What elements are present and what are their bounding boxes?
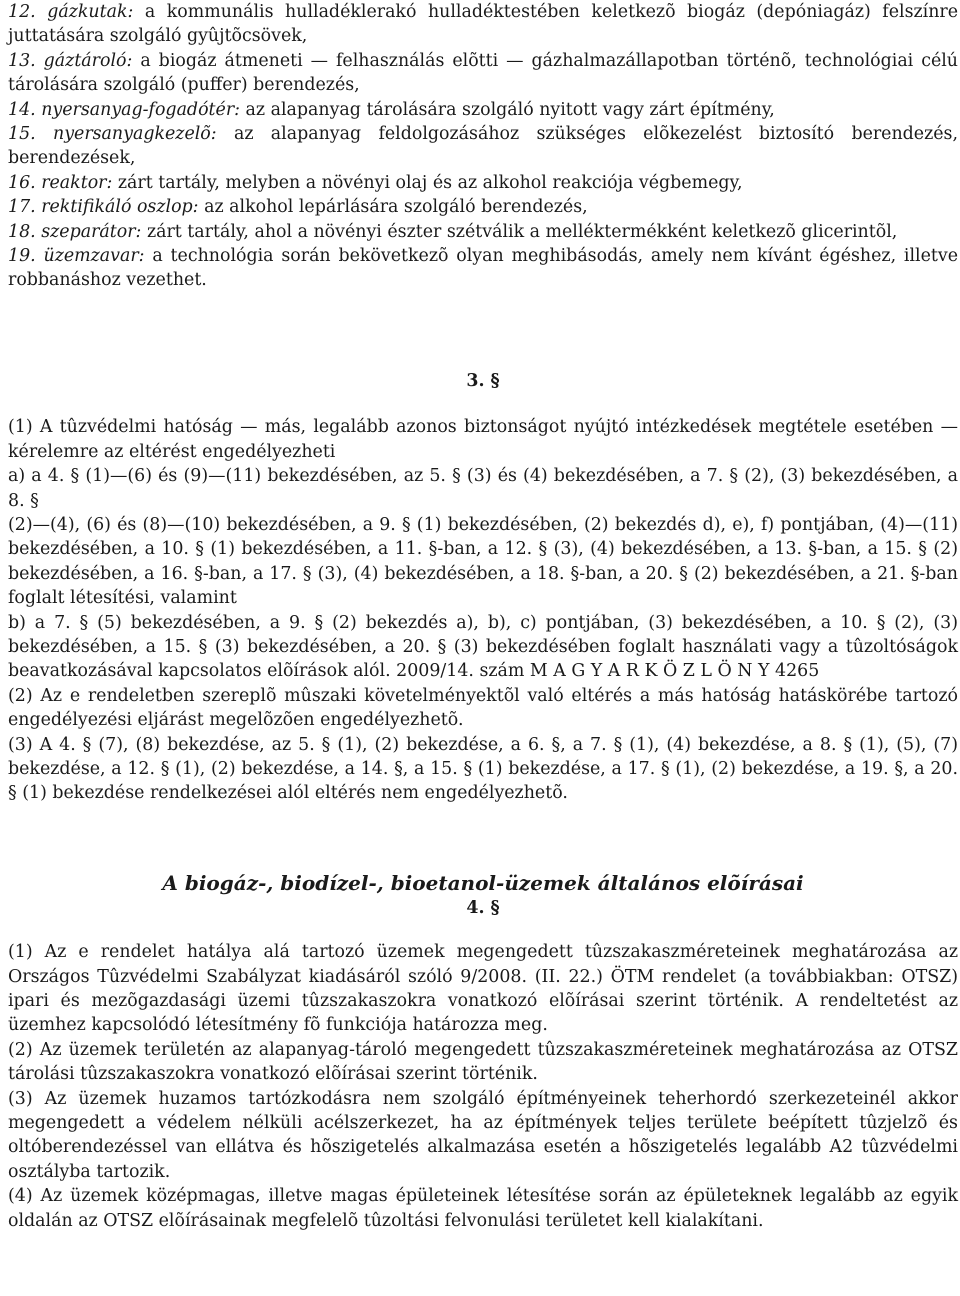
definition-text: zárt tartály, melyben a növényi olaj és az alkohol reakciója végbemegy, — [117, 172, 743, 193]
paragraph: (1) Az e rendelet hatálya alá tartozó üzemek megengedett tûzszakaszméreteinek meghatározása az Országos Tûzvédelmi Szabályzat kiadásáról szóló 9/2008. (II. 22.) ÖTM rendelet (a továbbiakban: OTSZ) ipari és mezõgazdasági üzemi tûzszakaszokra vonatkozó elõírásai szerint történik. A rendeltetést az üzemhez kapcsolódó létesítmény fõ funkciója határozza meg. — [8, 942, 958, 1036]
definition-item: 12. gázkutak: a kommunális hulladéklerakó hulladéktestében keletkezõ biogáz (depóniagáz) felszínre juttatására szolgáló gyûjtõcsövek, — [8, 2, 959, 47]
definition-item: 18. szeparátor: zárt tartály, ahol a növényi észter szétválik a melléktermékként keletkezõ glicerintõl, — [8, 221, 898, 242]
definition-item: 13. gáztároló: a biogáz átmeneti — felhasználás elõtti — gázhalmazállapotban történõ, technológiai célú tárolására szolgáló (puffer) berendezés, — [8, 50, 959, 96]
definition-text: az alapanyag feldolgozásához szükséges elõkezelést biztosító berendezés, berendezések, — [8, 124, 959, 169]
section-heading: 4. § — [466, 897, 500, 918]
definition-term: üzemzavar: — [43, 246, 145, 267]
definition-term: szeparátor: — [41, 221, 142, 242]
definitions-list — [8, 0, 958, 293]
definition-term: nyersanyag-fogadótér: — [41, 99, 240, 120]
definition-item: 14. nyersanyag-fogadótér: az alapanyag tárolására szolgáló nyitott vagy zárt építmény, — [8, 99, 775, 120]
definition-text: a kommunális hulladéklerakó hulladéktestében keletkezõ biogáz (depóniagáz) felszínre juttatására szolgáló gyûjtõcsövek, — [8, 2, 959, 47]
definition-term: gáztároló: — [43, 50, 133, 71]
section-4 — [8, 870, 958, 1233]
section-3 — [8, 369, 958, 806]
definition-item: 19. üzemzavar: a technológia során bekövetkezõ olyan meghibásodás, amely nem kívánt égéshez, illetve robbanáshoz vezethet. — [8, 246, 959, 291]
paragraph: (3) Az üzemek huzamos tartózkodásra nem szolgáló építményeinek teherhordó szerkezeteinél akkor megengedett a védelem nélküli acélszerkezet, ha az építmények teljes területe beépített tûzjelzõ és oltóberendezéssel van ellátva és hõszigetelés alkalmazása esetén a hõszigetelés legalább A2 tûzvédelmi osztályba tartozik. — [8, 1088, 958, 1182]
definition-text: a technológia során bekövetkezõ olyan meghibásodás, amely nem kívánt égéshez, illetve robbanáshoz vezethet. — [8, 246, 959, 291]
definition-term: reaktor: — [41, 172, 113, 193]
document-page — [8, 0, 958, 1233]
definition-text: zárt tartály, ahol a növényi észter szétválik a melléktermékként keletkezõ glicerintõl, — [146, 221, 898, 242]
definition-text: a biogáz átmeneti — felhasználás elõtti — gázhalmazállapotban történõ, technológiai célú tárolására szolgáló (puffer) berendezés, — [8, 50, 959, 96]
paragraph: (2)—(4), (6) és (8)—(10) bekezdésében, a 9. § (1) bekezdésében, (2) bekezdés d), e), f) pontjában, (4)—(11) bekezdésében, a 10. § (1) bekezdésében, a 11. §-ban, a 12. § (3), (4) bekezdésében, a 13. §-ban, a 15. § (2) bekezdésében, a 16. §-ban, a 17. § (3), (4) bekezdésében, a 18. §-ban, a 20. § (2) bekezdésében, a 21. §-ban foglalt létesítési, valamint — [8, 514, 958, 609]
paragraph: b) a 7. § (5) bekezdésében, a 9. § (2) bekezdés a), b), c) pontjában, (3) bekezdésében, a 10. § (2), (3) bekezdésében, a 15. § (3) bekezdésében, a 20. § (3) bekezdésében foglalt használati vagy a tûzoltóságok beavatkozásával kapcsolatos elõírások alól. 2009/14. szám M A G Y A R K Ö Z L Ö N Y 4265 — [8, 612, 958, 682]
paragraph: a) a 4. § (1)—(6) és (9)—(11) bekezdésében, az 5. § (3) és (4) bekezdésében, a 7. § (2), (3) bekezdésében, a 8. § — [8, 466, 958, 511]
definition-item: 17. rektifikáló oszlop: az alkohol lepárlására szolgáló berendezés, — [8, 197, 588, 218]
definition-item: 16. reaktor: zárt tartály, melyben a növényi olaj és az alkohol reakciója végbemegy, — [8, 172, 743, 193]
definition-term: gázkutak: — [47, 2, 134, 22]
definition-term: nyersanyagkezelõ: — [53, 124, 217, 145]
paragraph: (2) Az üzemek területén az alapanyag-tároló megengedett tûzszakaszméreteinek meghatározása az OTSZ tárolási tûzszakaszokra vonatkozó elõírásai szerint történik. — [8, 1039, 958, 1085]
paragraph: (4) Az üzemek középmagas, illetve magas épületeinek létesítése során az épületeknek legalább az egyik oldalán az OTSZ elõírásainak megfelelõ tûzoltási felvonulási területet kell kialakítani. — [8, 1186, 958, 1231]
definition-term: rektifikáló oszlop: — [41, 197, 199, 218]
paragraph: (2) Az e rendeletben szereplõ mûszaki követelményektõl való eltérés a más hatóság hatáskörébe tartozó engedélyezési eljárást megelõzõen engedélyezhetõ. — [8, 685, 958, 731]
definition-item: 15. nyersanyagkezelõ: az alapanyag feldolgozásához szükséges elõkezelést biztosító berendezés, berendezések, — [8, 124, 959, 169]
paragraph: (3) A 4. § (7), (8) bekezdése, az 5. § (1), (2) bekezdése, a 6. §, a 7. § (1), (4) bekezdése, a 8. § (1), (5), (7) bekezdése, a 12. § (1), (2) bekezdése, a 14. §, a 15. § (1) bekezdése, a 17. § (1), (2) bekezdése, a 19. §, a 20. § (1) bekezdése rendelkezései alól eltérés nem engedélyezhetõ. — [8, 734, 958, 804]
definition-text: az alkohol lepárlására szolgáló berendezés, — [204, 197, 588, 218]
chapter-title: A biogáz-, biodízel-, bioetanol-üzemek általános elõírásai — [162, 870, 804, 895]
paragraph: (1) A tûzvédelmi hatóság — más, legalább azonos biztonságot nyújtó intézkedések megtétele esetében — kérelemre az eltérést engedélyezheti — [8, 417, 958, 462]
section-heading: 3. § — [466, 370, 500, 391]
definition-text: az alapanyag tárolására szolgáló nyitott vagy zárt építmény, — [245, 99, 775, 120]
